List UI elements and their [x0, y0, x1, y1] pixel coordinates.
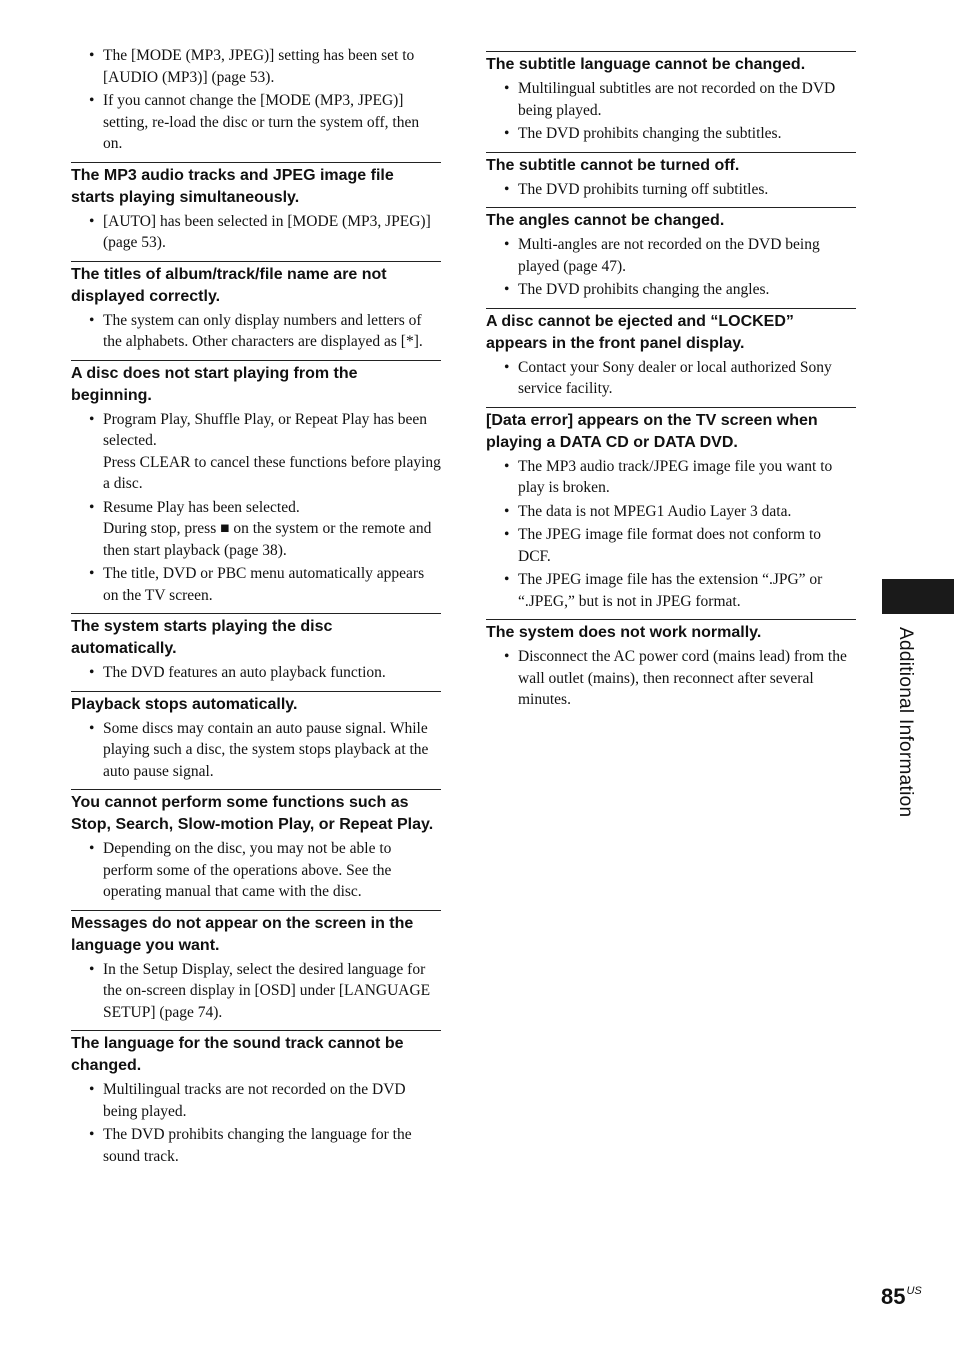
list-item [71, 718, 441, 783]
list-item [486, 357, 856, 400]
troubleshooting-section [486, 407, 856, 613]
list-item-text: During stop, press ■ on the system or the remote and then start playback (page 38). [103, 520, 432, 559]
list-item-text: • Multilingual tracks are not recorded on the DVD being played. [103, 1081, 406, 1120]
troubleshooting-section [71, 261, 441, 353]
list-item [71, 838, 441, 903]
bullet-list [486, 357, 856, 400]
section-heading: The subtitle cannot be turned off. [486, 156, 740, 174]
list-item [71, 310, 441, 353]
list-item [71, 1079, 441, 1122]
bullet-list [71, 45, 441, 155]
bullet-list [71, 409, 441, 607]
list-item-text: • The DVD features an auto playback function. [103, 664, 386, 681]
bullet-list [71, 310, 441, 353]
bullet-list [71, 838, 441, 903]
list-item-text: • The JPEG image file has the extension “.JPG” or “.JPEG,” but is not in JPEG format. [518, 571, 823, 610]
list-item [71, 959, 441, 1024]
section-heading: A disc does not start playing from the beginning. [71, 364, 358, 404]
section-tab-marker [882, 579, 954, 614]
troubleshooting-section [71, 613, 441, 684]
list-item-text: • [AUTO] has been selected in [MODE (MP3, JPEG)] (page 53). [103, 212, 431, 251]
bullet-list [486, 646, 856, 711]
bullet-list [71, 959, 441, 1024]
list-item-text: • Depending on the disc, you may not be able to perform some of the operations above. See the operating manual that came with the disc. [103, 840, 392, 900]
bullet-list [71, 662, 441, 684]
troubleshooting-section [71, 691, 441, 783]
list-item [71, 1124, 441, 1167]
list-item-text: • Contact your Sony dealer or local authorized Sony service facility. [518, 358, 832, 397]
list-item [486, 524, 856, 567]
list-item [71, 497, 441, 562]
section-heading: The language for the sound track cannot be changed. [71, 1035, 404, 1074]
list-item [486, 501, 856, 523]
troubleshooting-section [71, 45, 441, 155]
list-item-text: • The title, DVD or PBC menu automatically appears on the TV screen. [103, 565, 425, 604]
list-item-text: Press CLEAR to cancel these functions before playing a disc. [103, 453, 441, 492]
section-heading: Playback stops automatically. [71, 695, 298, 713]
list-item-text: • The DVD prohibits changing the language for the sound track. [103, 1126, 412, 1165]
list-item-text: • The JPEG image file format does not conform to DCF. [518, 526, 822, 565]
list-item-text: • Resume Play has been selected. [103, 498, 300, 516]
list-item [71, 563, 441, 606]
section-heading: [Data error] appears on the TV screen when playing a DATA CD or DATA DVD. [486, 411, 818, 451]
list-item [71, 90, 441, 155]
troubleshooting-section [486, 51, 856, 145]
list-item [486, 78, 856, 121]
list-item [486, 456, 856, 499]
list-item [71, 211, 441, 254]
list-item-text: • The system can only display numbers and letters of the alphabets. Other characters are displayed as [*]. [103, 311, 423, 350]
bullet-list [71, 211, 441, 254]
troubleshooting-section [486, 152, 856, 201]
list-item-text: • In the Setup Display, select the desired language for the on-screen display in [OSD] under [LANGUAGE SETUP] (page 74). [103, 960, 431, 1021]
list-item-text: • The MP3 audio track/JPEG image file you want to play is broken. [518, 457, 833, 496]
list-item [71, 409, 441, 495]
list-item-text: • If you cannot change the [MODE (MP3, JPEG)] setting, re-load the disc or turn the system off, then on. [103, 92, 420, 152]
troubleshooting-section [71, 360, 441, 607]
section-heading: The titles of album/track/file name are not displayed correctly. [71, 265, 387, 305]
troubleshooting-section [71, 910, 441, 1024]
section-heading: A disc cannot be ejected and “LOCKED” appears in the front panel display. [486, 312, 794, 352]
page-number [881, 1284, 922, 1310]
list-item [71, 45, 441, 88]
page-region-code: US [906, 1285, 922, 1297]
section-heading: The system does not work normally. [486, 624, 762, 641]
troubleshooting-section [71, 1030, 441, 1167]
bullet-list [71, 718, 441, 783]
bullet-list [486, 179, 856, 201]
bullet-list [486, 78, 856, 145]
list-item [486, 646, 856, 711]
list-item [486, 569, 856, 612]
right-column [486, 45, 856, 713]
bullet-list [71, 1079, 441, 1167]
list-item-text: • Some discs may contain an auto pause signal. While playing such a disc, the system stops playback at the auto pause signal. [103, 719, 429, 780]
bullet-list [486, 456, 856, 613]
section-heading: You cannot perform some functions such as Stop, Search, Slow-motion Play, or Repeat Play. [71, 794, 434, 833]
troubleshooting-section [71, 162, 441, 254]
list-item-text: • The DVD prohibits changing the subtitles. [518, 125, 782, 142]
list-item [486, 123, 856, 145]
section-heading: The subtitle language cannot be changed. [486, 56, 806, 73]
list-item-text: • Program Play, Shuffle Play, or Repeat Play has been selected. [103, 410, 428, 449]
list-item-text: • Multilingual subtitles are not recorded on the DVD being played. [518, 80, 836, 119]
page-number-value: 85 [881, 1284, 906, 1309]
list-item [71, 662, 441, 684]
list-item [486, 234, 856, 277]
troubleshooting-section [71, 789, 441, 903]
list-item-text: • The DVD prohibits changing the angles. [518, 281, 770, 298]
list-item-text: • The DVD prohibits turning off subtitles. [518, 180, 769, 198]
troubleshooting-section [486, 308, 856, 400]
list-item-text: • The data is not MPEG1 Audio Layer 3 data. [518, 502, 792, 520]
section-side-label [892, 627, 916, 847]
side-label-text: Additional Information [895, 627, 916, 818]
troubleshooting-section [486, 619, 856, 711]
troubleshooting-section [486, 207, 856, 301]
section-heading: The angles cannot be changed. [486, 212, 725, 229]
list-item [486, 279, 856, 301]
section-heading: The MP3 audio tracks and JPEG image file starts playing simultaneously. [71, 166, 394, 206]
list-item-text: • Disconnect the AC power cord (mains lead) from the wall outlet (mains), then reconnect after several minutes. [518, 648, 847, 708]
list-item-text: • The [MODE (MP3, JPEG)] setting has been set to [AUDIO (MP3)] (page 53). [103, 47, 415, 86]
section-heading: The system starts playing the disc automatically. [71, 618, 333, 657]
bullet-list [486, 234, 856, 301]
left-column [71, 45, 441, 1169]
section-heading: Messages do not appear on the screen in the language you want. [71, 914, 414, 954]
list-item-text: • Multi-angles are not recorded on the DVD being played (page 47). [518, 236, 820, 275]
list-item [486, 179, 856, 201]
